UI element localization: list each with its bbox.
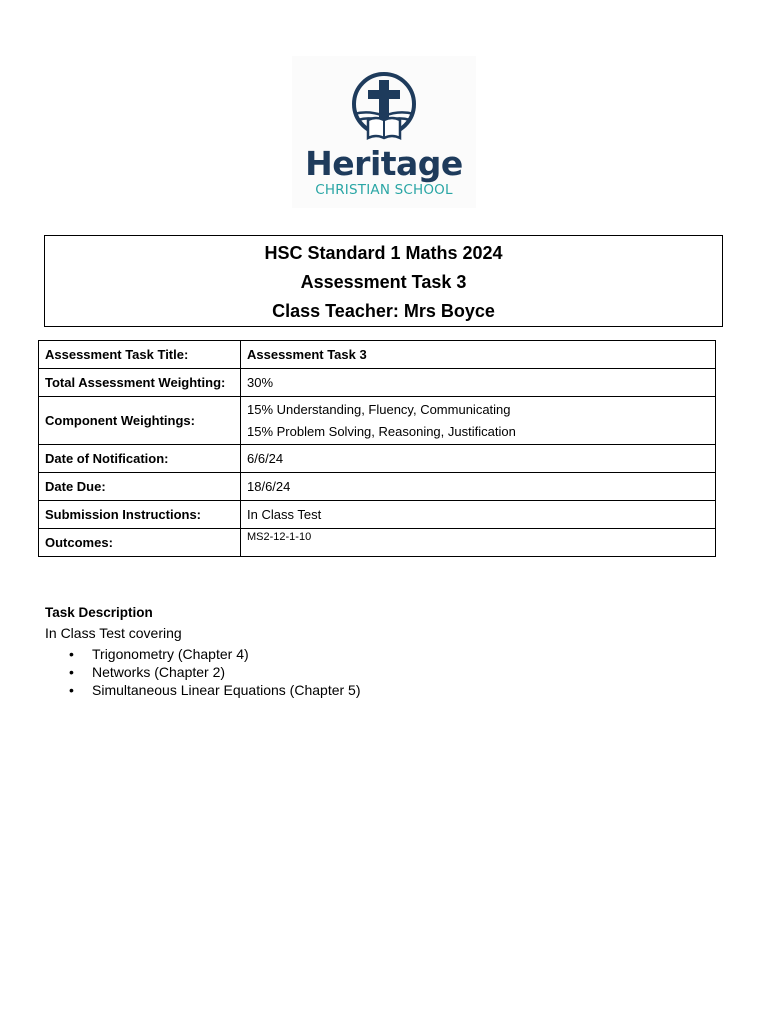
task-description-heading: Task Description <box>45 605 153 620</box>
assessment-details-table <box>38 340 716 557</box>
row-label: Submission Instructions: <box>39 501 241 529</box>
list-item: • Trigonometry (Chapter 4) <box>45 645 361 663</box>
row-value: In Class Test <box>241 501 716 529</box>
table-row <box>39 397 716 445</box>
table-row <box>39 473 716 501</box>
component-weighting: 15% Problem Solving, Reasoning, Justification <box>247 423 516 439</box>
class-teacher: Class Teacher: Mrs Boyce <box>272 301 495 321</box>
school-logo <box>292 56 476 208</box>
table-row <box>39 501 716 529</box>
row-value: 6/6/24 <box>241 445 716 473</box>
list-item: • Simultaneous Linear Equations (Chapter 5) <box>45 681 361 699</box>
row-label: Date Due: <box>39 473 241 501</box>
row-label: Assessment Task Title: <box>39 341 241 369</box>
topic-list <box>45 645 361 699</box>
table-row <box>39 529 716 557</box>
task-intro: In Class Test covering <box>45 625 182 641</box>
cross-book-emblem-icon <box>344 70 424 144</box>
component-weighting: 15% Understanding, Fluency, Communicating <box>247 401 511 417</box>
row-label: Outcomes: <box>39 529 241 557</box>
assessment-header-box <box>44 235 723 327</box>
list-item: • Networks (Chapter 2) <box>45 663 361 681</box>
row-label: Component Weightings: <box>39 397 241 445</box>
row-value: 18/6/24 <box>241 473 716 501</box>
task-title: Assessment Task 3 <box>300 272 467 292</box>
row-value: 30% <box>241 369 716 397</box>
table-row <box>39 341 716 369</box>
row-label: Date of Notification: <box>39 445 241 473</box>
row-value: MS2-12-1-10 <box>241 529 716 557</box>
row-value <box>241 397 716 445</box>
school-name: Heritage <box>305 144 463 183</box>
table-row <box>39 369 716 397</box>
task-description-section <box>45 605 361 699</box>
row-value: Assessment Task 3 <box>241 341 716 369</box>
course-title: HSC Standard 1 Maths 2024 <box>264 243 503 263</box>
table-row <box>39 445 716 473</box>
row-label: Total Assessment Weighting: <box>39 369 241 397</box>
school-subtitle: CHRISTIAN SCHOOL <box>315 182 453 198</box>
